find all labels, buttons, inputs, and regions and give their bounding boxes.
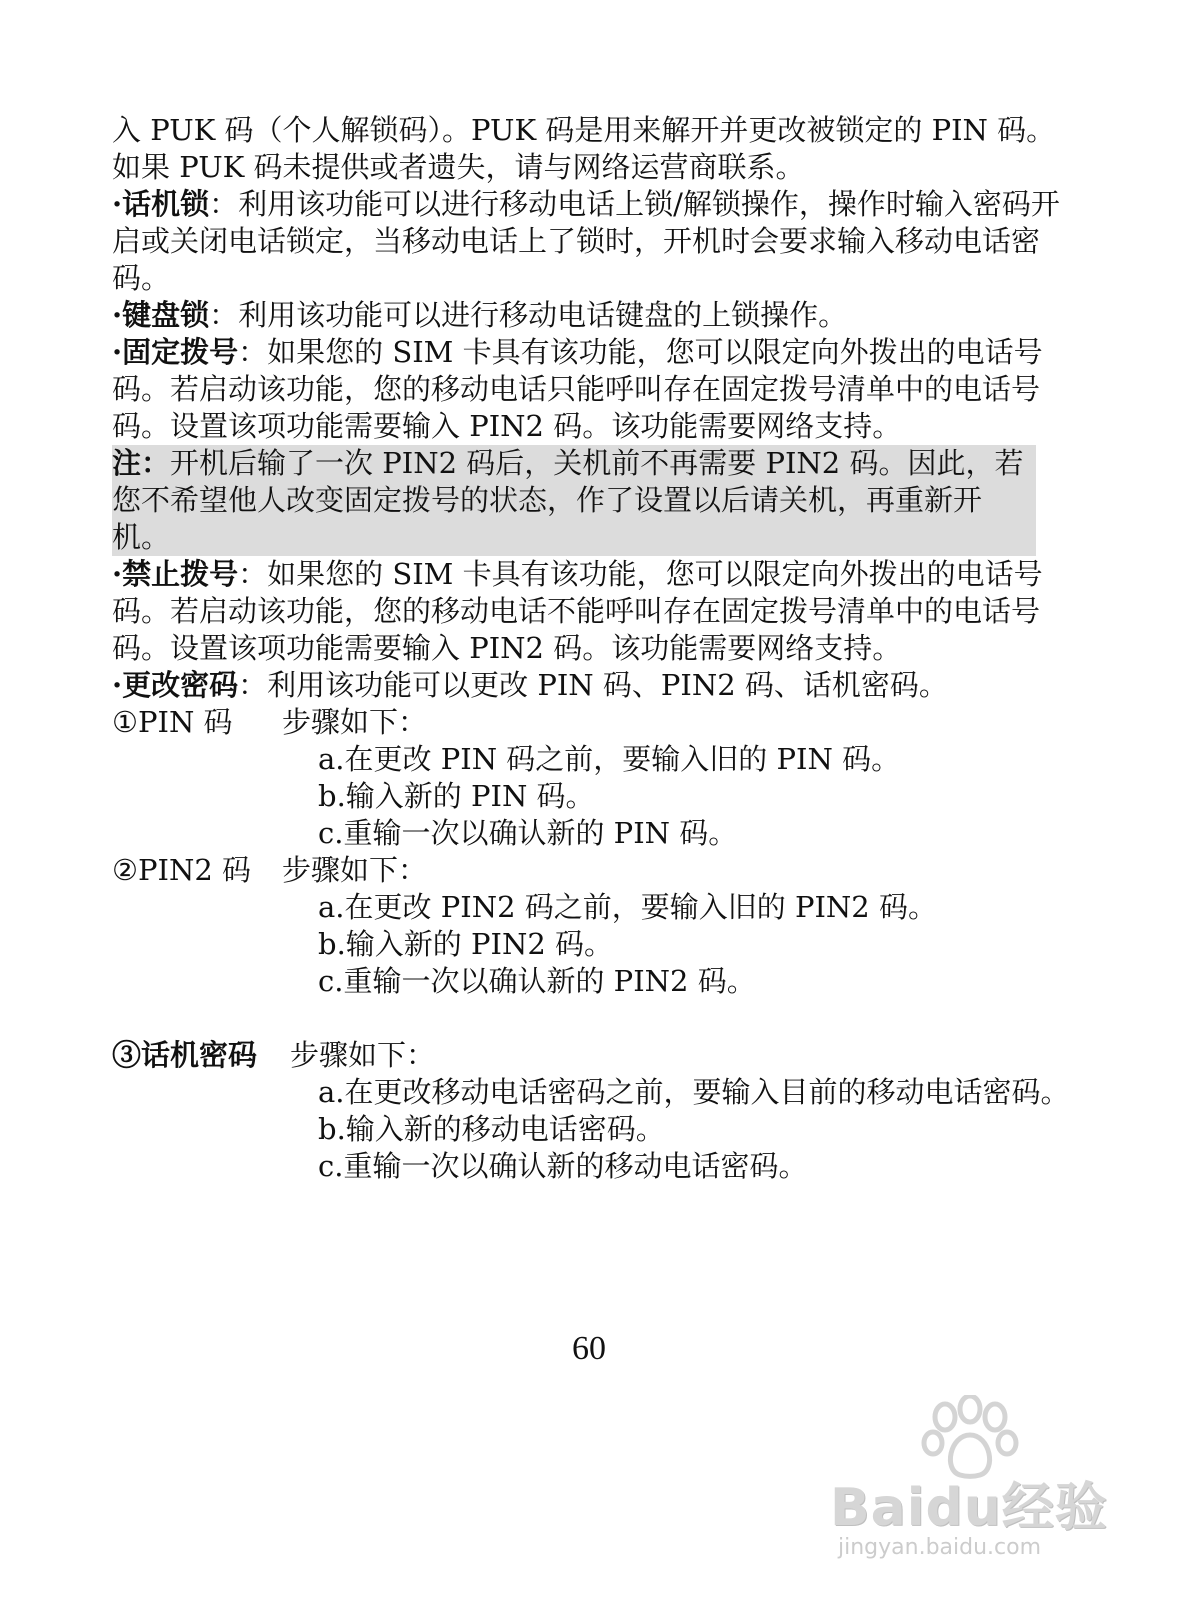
pin2-section-intro: 步骤如下：	[282, 853, 428, 887]
phone-password-step-b: b.输入新的移动电话密码。	[318, 1112, 665, 1146]
note-label: 注：	[112, 446, 171, 480]
phone-password-section-intro: 步骤如下：	[290, 1038, 436, 1072]
puk-paragraph: 入 PUK 码（个人解锁码）。PUK 码是用来解开并更改被锁定的 PIN 码。如果 PUK 码未提供或者遗失，请与网络运营商联系。	[112, 113, 1056, 184]
baidu-watermark	[830, 1395, 1110, 1575]
watermark-logo: Baidu经验	[830, 1478, 1108, 1538]
change-password-term: 更改密码	[122, 668, 239, 702]
fixed-dial-term: 固定拨号	[122, 335, 239, 369]
phone-password-step-c: c.重输一次以确认新的移动电话密码。	[318, 1149, 808, 1183]
barred-dial-term: 禁止拨号	[122, 557, 239, 591]
barred-dial-text: ：如果您的 SIM 卡具有该功能，您可以限定向外拨出的电话号码。若启动该功能，您的移动电话不能呼叫存在固定拨号清单中的电话号码。设置该项功能需要输入 PIN2 码。该功能需要网络支持。	[112, 557, 1043, 665]
fixed-dial-text: ：如果您的 SIM 卡具有该功能，您可以限定向外拨出的电话号码。若启动该功能，您的移动电话只能呼叫存在固定拨号清单中的电话号码。设置该项功能需要输入 PIN2 码。该功能需要网络支持。	[112, 335, 1043, 443]
pin-step-b: b.输入新的 PIN 码。	[318, 779, 595, 813]
pin-step-a: a.在更改 PIN 码之前，要输入旧的 PIN 码。	[318, 742, 901, 776]
pin2-section-heading	[112, 852, 1072, 889]
pin-section-intro: 步骤如下：	[282, 705, 428, 739]
pin-section-heading	[112, 704, 1072, 741]
pin-section-name: ①PIN 码	[112, 705, 233, 739]
pin2-step-c: c.重输一次以确认新的 PIN2 码。	[318, 964, 756, 998]
keypad-lock-paragraph	[112, 297, 1072, 334]
fixed-dial-paragraph	[112, 334, 1072, 445]
note-text: 开机后输了一次 PIN2 码后，关机前不再需要 PIN2 码。因此，若您不希望他人改变固定拨号的状态，作了设置以后请关机，再重新开机。	[112, 446, 1024, 554]
bullet: ·	[112, 335, 123, 369]
bullet: ·	[112, 557, 123, 591]
bullet: ·	[112, 298, 123, 332]
bullet: ·	[112, 187, 123, 221]
phone-lock-text: ：利用该功能可以进行移动电话上锁/解锁操作，操作时输入密码开启或关闭电话锁定，当移动电话上了锁时，开机时会要求输入移动电话密码。	[112, 187, 1060, 295]
watermark-url: jingyan.baidu.com	[838, 1535, 1042, 1560]
phone-password-section-heading	[112, 1037, 1072, 1074]
phone-password-step-a: a.在更改移动电话密码之前，要输入目前的移动电话密码。	[318, 1075, 1070, 1109]
pin2-section-name: ②PIN2 码	[112, 853, 252, 887]
section-spacer	[112, 1000, 1072, 1037]
change-password-paragraph	[112, 667, 1072, 704]
keypad-lock-text: ：利用该功能可以进行移动电话键盘的上锁操作。	[209, 298, 848, 332]
body-text	[112, 112, 1072, 1185]
page-number: 60	[572, 1330, 606, 1367]
phone-password-section-name: ③话机密码	[112, 1038, 258, 1072]
bullet: ·	[112, 668, 123, 702]
phone-lock-paragraph	[112, 186, 1072, 297]
change-password-text: ：利用该功能可以更改 PIN 码、PIN2 码、话机密码。	[238, 668, 948, 702]
pin-step-c: c.重输一次以确认新的 PIN 码。	[318, 816, 738, 850]
note-paragraph	[112, 445, 1036, 556]
barred-dial-paragraph	[112, 556, 1072, 667]
pin2-step-b: b.输入新的 PIN2 码。	[318, 927, 614, 961]
phone-lock-term: 话机锁	[122, 187, 210, 221]
pin2-step-a: a.在更改 PIN2 码之前，要输入旧的 PIN2 码。	[318, 890, 937, 924]
keypad-lock-term: 键盘锁	[122, 298, 210, 332]
